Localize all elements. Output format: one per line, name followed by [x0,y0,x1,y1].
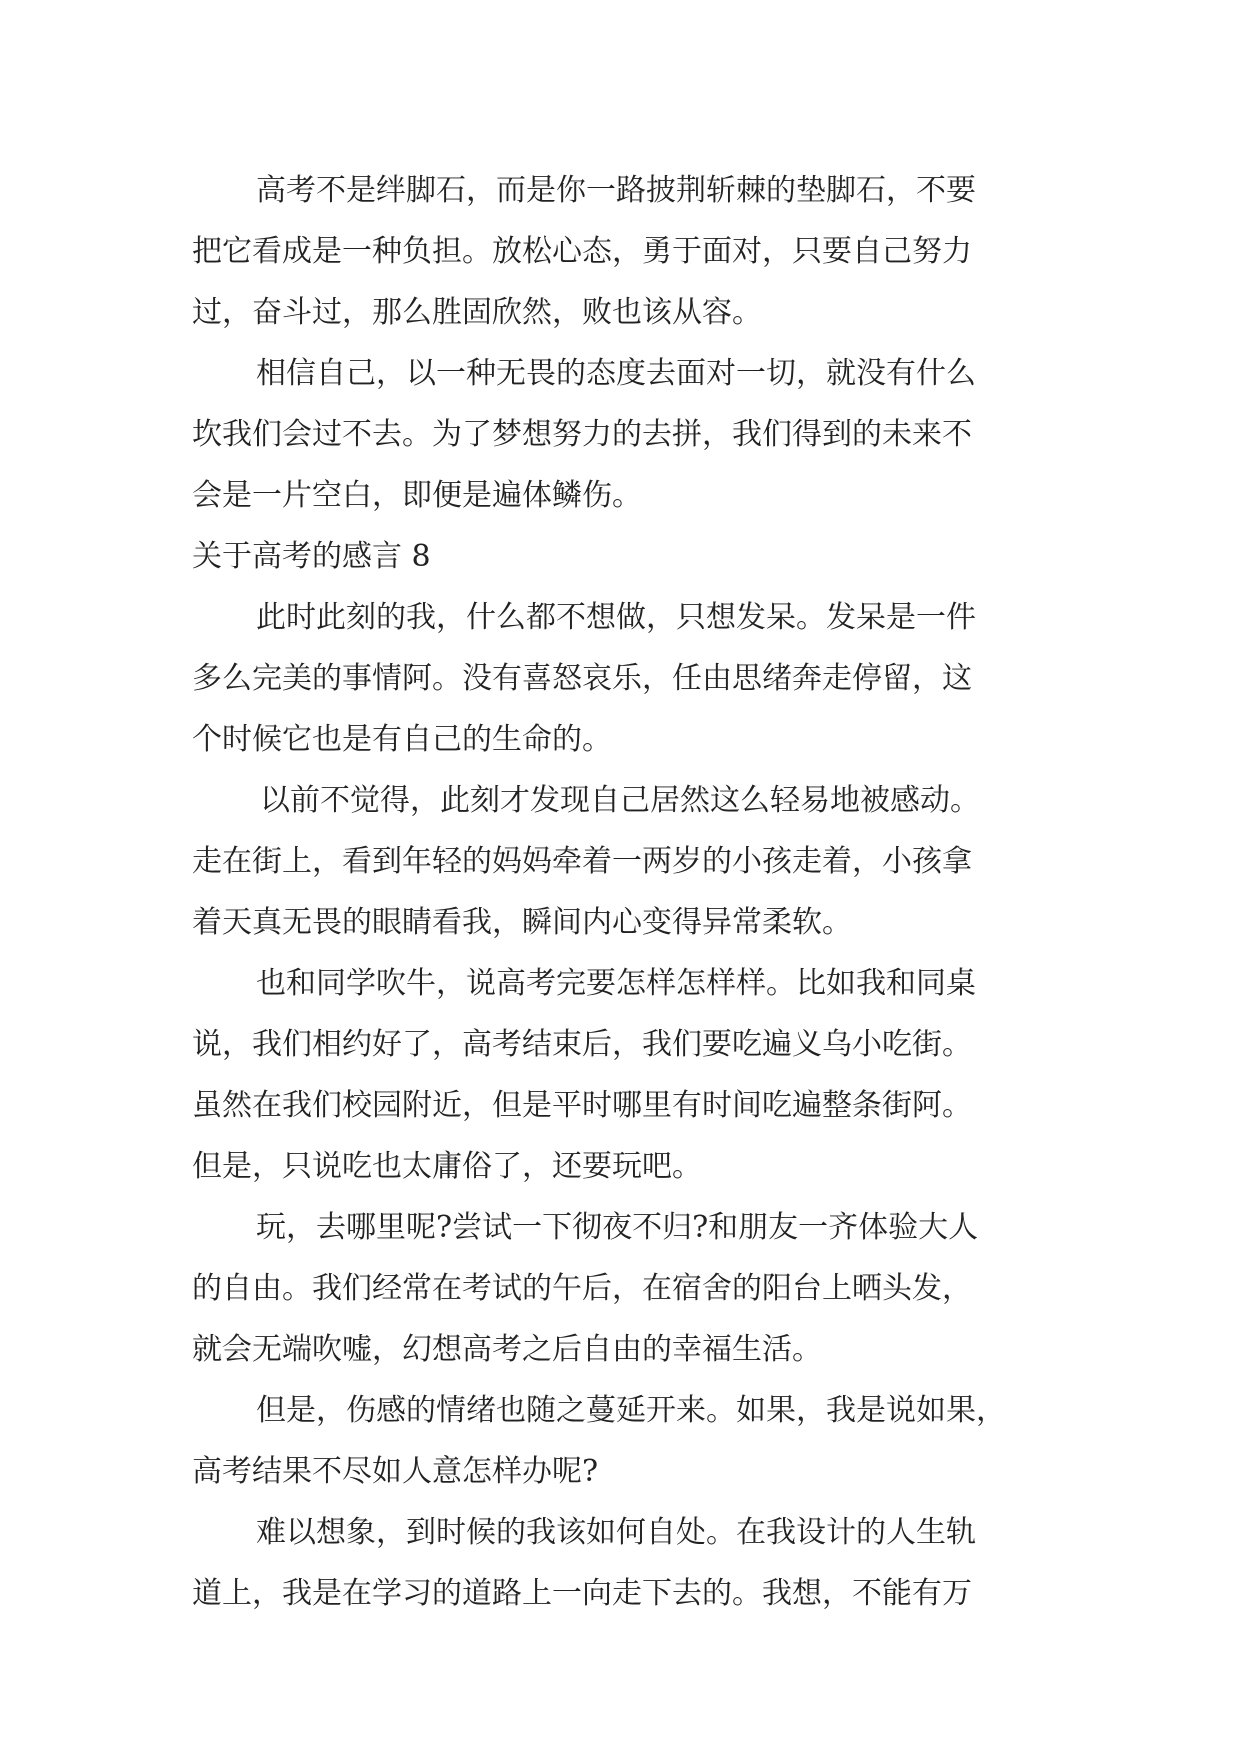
text-line: 虽然在我们校园附近，但是平时哪里有时间吃遍整条街阿。 [192,1088,972,1123]
text-line: 说，我们相约好了，高考结束后，我们要吃遍义乌小吃街。 [192,1027,972,1062]
text-line: 也和同学吹牛，说高考完要怎样怎样样。比如我和同桌 [256,966,976,1001]
text-line: 过，奋斗过，那么胜固欣然，败也该从容。 [192,295,762,330]
text-line: 此时此刻的我，什么都不想做，只想发呆。发呆是一件 [256,600,976,635]
section-heading [192,526,1072,587]
text-line: 着天真无畏的眼睛看我，瞬间内心变得异常柔软。 [192,905,852,940]
section-heading-text: 关于高考的感言 8 [192,539,431,574]
text-line: 会是一片空白，即便是遍体鳞伤。 [192,478,642,513]
paragraph [192,160,1072,343]
text-line: 个时候它也是有自己的生命的。 [192,722,612,757]
text-line: 把它看成是一种负担。放松心态，勇于面对，只要自己努力 [192,234,972,269]
text-line: 就会无端吹嘘，幻想高考之后自由的幸福生活。 [192,1332,822,1367]
text-line: 多么完美的事情阿。没有喜怒哀乐，任由思绪奔走停留，这 [192,661,972,696]
paragraph [192,1502,1072,1624]
text-line: 高考结果不尽如人意怎样办呢? [192,1454,599,1489]
text-line: 走在街上，看到年轻的妈妈牵着一两岁的小孩走着，小孩拿 [192,844,972,879]
text-line: 玩，去哪里呢?尝试一下彻夜不归?和朋友一齐体验大人 [256,1210,979,1245]
text-line: 难以想象，到时候的我该如何自处。在我设计的人生轨 [256,1515,976,1550]
text-line: 的自由。我们经常在考试的午后，在宿舍的阳台上晒头发， [192,1271,972,1306]
text-line: 道上，我是在学习的道路上一向走下去的。我想，不能有万 [192,1576,972,1611]
text-line: 高考不是绊脚石，而是你一路披荆斩棘的垫脚石，不要 [256,173,976,208]
paragraph [192,953,1072,1197]
paragraph [192,770,1072,953]
text-line: 但是，伤感的情绪也随之蔓延开来。如果，我是说如果， [256,1393,1006,1428]
paragraph [192,587,1072,770]
paragraph [192,1197,1072,1380]
text-line: 相信自己，以一种无畏的态度去面对一切，就没有什么 [256,356,976,391]
text-line: 以前不觉得，此刻才发现自己居然这么轻易地被感动。 [260,783,980,818]
paragraph [192,343,1072,526]
paragraph [192,1380,1072,1502]
text-line: 但是，只说吃也太庸俗了，还要玩吧。 [192,1149,702,1184]
document-body [192,160,1072,1624]
text-line: 坎我们会过不去。为了梦想努力的去拼，我们得到的未来不 [192,417,972,452]
